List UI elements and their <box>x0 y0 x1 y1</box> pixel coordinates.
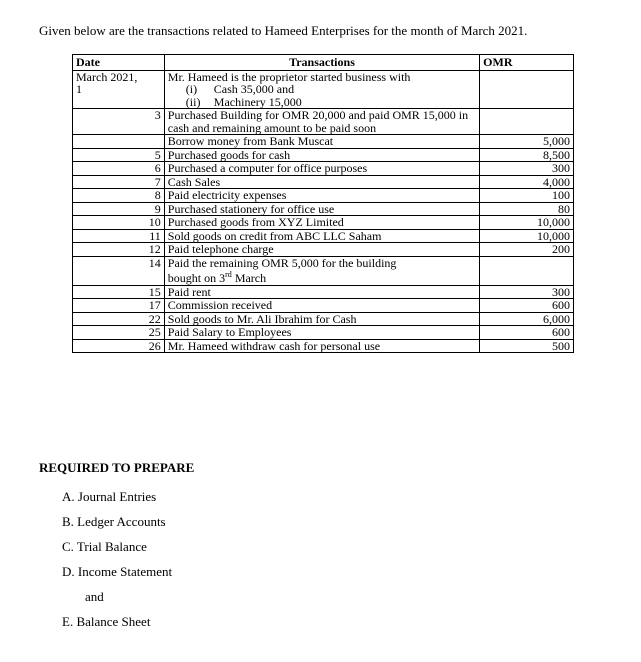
table-row <box>73 189 574 203</box>
transaction-cell: Mr. Hameed withdraw cash for personal use <box>164 339 479 353</box>
day-cell: 10 <box>73 216 165 230</box>
amount-cell: 600 <box>480 326 574 340</box>
table-row <box>73 312 574 326</box>
amount-cell: 10,000 <box>480 216 574 230</box>
amount-cell: 6,000 <box>480 312 574 326</box>
list-item: E. Balance Sheet <box>62 614 151 629</box>
sub-item-text: Cash 35,000 and <box>213 82 295 96</box>
date-month: March 2021, <box>76 69 138 84</box>
transaction-desc-line: Paid the remaining OMR 5,000 for the building <box>167 255 397 270</box>
list-item: C. Trial Balance <box>62 539 147 554</box>
amount-cell <box>480 109 574 135</box>
day-cell: 5 <box>73 148 165 162</box>
amount-cell: 10,000 <box>480 229 574 243</box>
table-row <box>73 109 574 135</box>
sub-item-num: (ii) <box>185 94 201 109</box>
table-row <box>73 162 574 176</box>
date-header: Date <box>73 55 165 71</box>
table-row <box>73 135 574 149</box>
transaction-cell: Purchased goods from XYZ Limited <box>164 216 479 230</box>
day-cell: 15 <box>73 285 165 299</box>
table-row <box>73 256 574 285</box>
date-cell <box>73 70 165 109</box>
day-cell: 3 <box>73 109 165 135</box>
day-cell: 17 <box>73 299 165 313</box>
transaction-cell: Paid electricity expenses <box>164 189 479 203</box>
required-heading: REQUIRED TO PREPARE <box>39 460 195 475</box>
amount-cell <box>480 70 574 109</box>
table-row <box>73 243 574 257</box>
amount-cell: 100 <box>480 189 574 203</box>
transaction-cell: Paid Salary to Employees <box>164 326 479 340</box>
sub-item <box>168 96 476 109</box>
list-item: B. Ledger Accounts <box>62 514 166 529</box>
transactions-table <box>72 54 574 353</box>
sub-item-num: (i) <box>185 82 198 96</box>
transaction-cell <box>164 256 479 285</box>
day-cell: 9 <box>73 202 165 216</box>
amount-cell: 4,000 <box>480 175 574 189</box>
transaction-cell <box>164 70 479 109</box>
day-cell: 11 <box>73 229 165 243</box>
amount-cell: 500 <box>480 339 574 353</box>
amount-cell: 300 <box>480 162 574 176</box>
transaction-cell: Cash Sales <box>164 175 479 189</box>
transaction-cell: Paid telephone charge <box>164 243 479 257</box>
transaction-cell: Purchased a computer for office purposes <box>164 162 479 176</box>
amount-cell: 80 <box>480 202 574 216</box>
day-cell: 7 <box>73 175 165 189</box>
transaction-cell: Borrow money from Bank Muscat <box>164 135 479 149</box>
amount-cell: 600 <box>480 299 574 313</box>
table-row <box>73 148 574 162</box>
day-cell: 26 <box>73 339 165 353</box>
ordinal-suffix: rd <box>225 270 232 279</box>
transaction-cell: Purchased Building for OMR 20,000 and paid OMR 15,000 in cash and remaining amount to be paid soon <box>164 109 479 135</box>
table-row <box>73 339 574 353</box>
table-row <box>73 299 574 313</box>
table-row <box>73 216 574 230</box>
table-header-row <box>73 55 574 71</box>
table-row <box>73 70 574 109</box>
transaction-desc-line: bought on 3 <box>167 271 226 285</box>
sub-item-text: Machinery 15,000 <box>213 94 302 109</box>
transaction-cell: Purchased stationery for office use <box>164 202 479 216</box>
list-item: and <box>85 589 104 604</box>
transaction-desc: Mr. Hameed is the proprietor started business with <box>167 69 411 84</box>
table-row <box>73 285 574 299</box>
day-cell: 22 <box>73 312 165 326</box>
transaction-desc-line: March <box>231 271 267 285</box>
table-row <box>73 202 574 216</box>
transaction-cell: Commission received <box>164 299 479 313</box>
intro-text: Given below are the transactions related to Hameed Enterprises for the month of March 2021. <box>39 23 528 38</box>
omr-header: OMR <box>480 55 574 71</box>
transaction-cell: Sold goods on credit from ABC LLC Saham <box>164 229 479 243</box>
day-cell: 12 <box>73 243 165 257</box>
day-cell: 14 <box>73 256 165 285</box>
table-row <box>73 175 574 189</box>
amount-cell: 300 <box>480 285 574 299</box>
transaction-cell: Sold goods to Mr. Ali Ibrahim for Cash <box>164 312 479 326</box>
transactions-header: Transactions <box>164 55 479 71</box>
required-list <box>62 490 172 640</box>
transaction-cell: Paid rent <box>164 285 479 299</box>
day-cell: 8 <box>73 189 165 203</box>
list-item: A. Journal Entries <box>62 489 157 504</box>
amount-cell: 200 <box>480 243 574 257</box>
table-row <box>73 229 574 243</box>
amount-cell <box>480 256 574 285</box>
day-cell <box>73 135 165 149</box>
day-cell: 25 <box>73 326 165 340</box>
transaction-cell: Purchased goods for cash <box>164 148 479 162</box>
list-item: D. Income Statement <box>62 564 173 579</box>
day-cell: 6 <box>73 162 165 176</box>
table-row <box>73 326 574 340</box>
date-day: 1 <box>76 82 82 96</box>
amount-cell: 5,000 <box>480 135 574 149</box>
amount-cell: 8,500 <box>480 148 574 162</box>
